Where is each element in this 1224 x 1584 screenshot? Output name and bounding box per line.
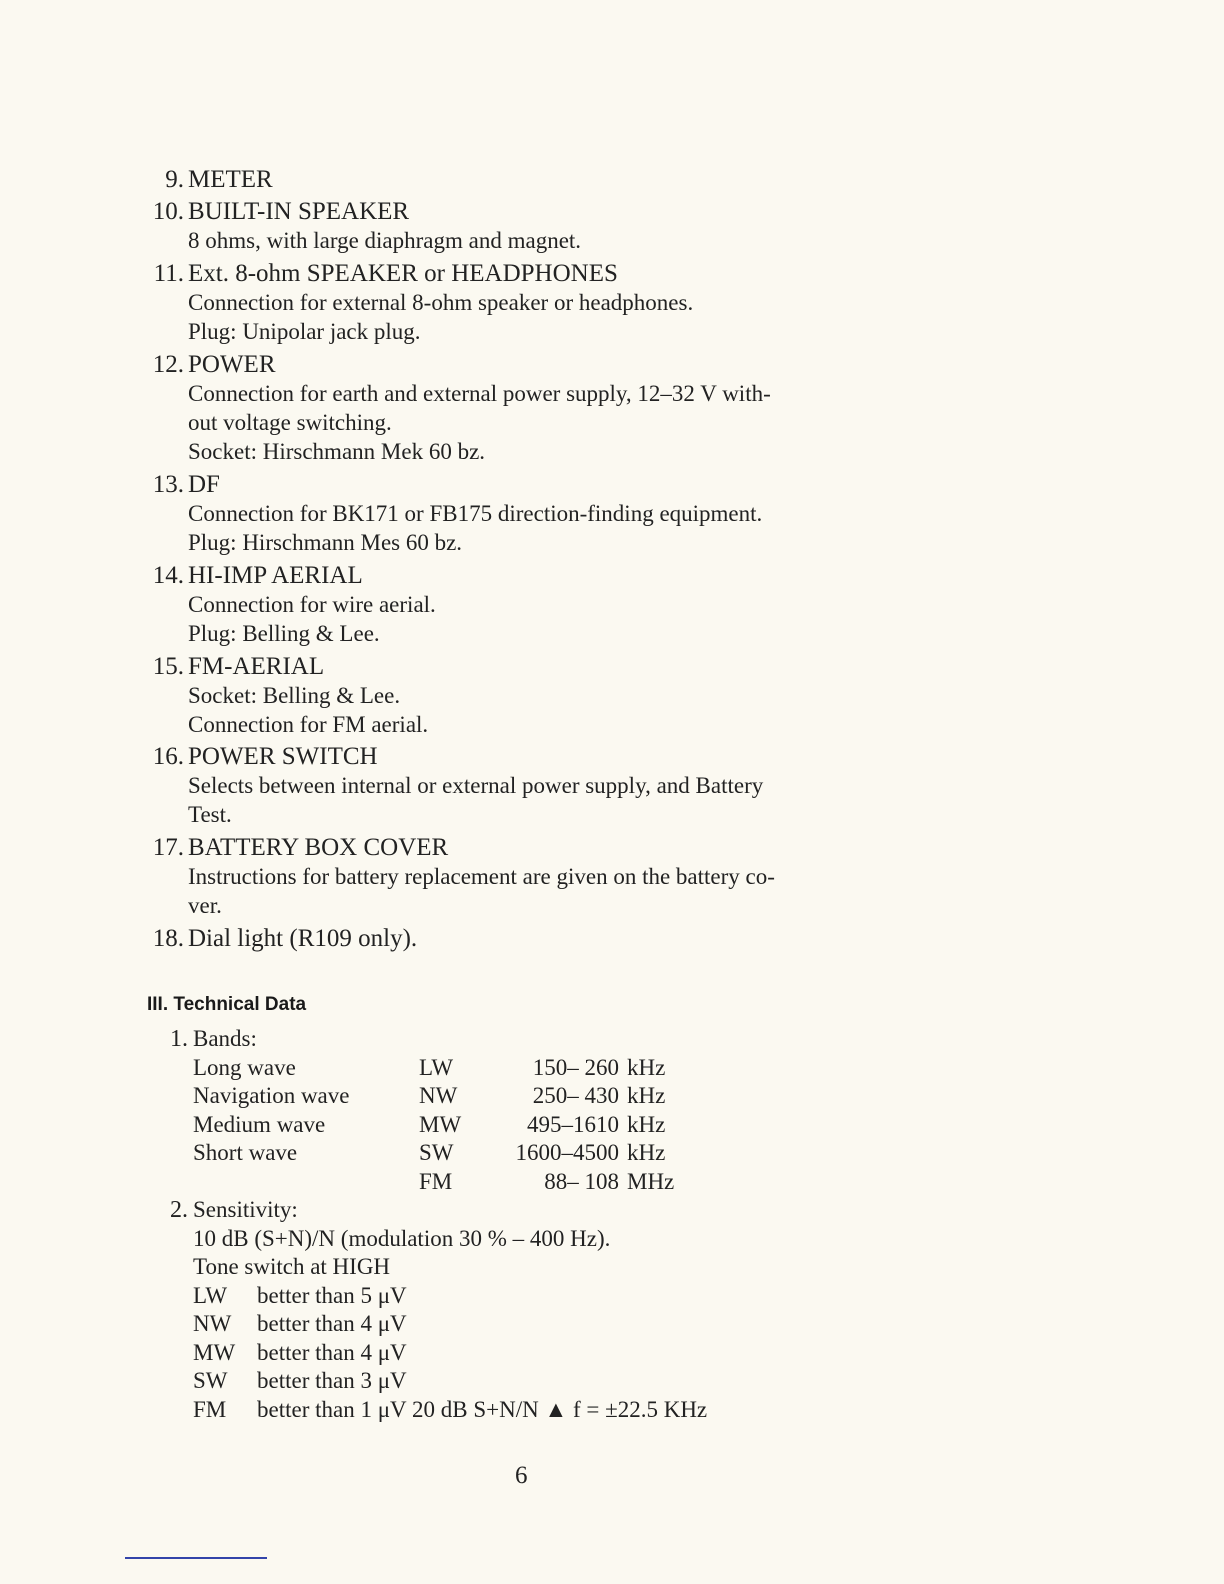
bands-body: [193, 1025, 674, 1196]
item-number: 15.: [152, 653, 184, 680]
sensitivity-body: [193, 1196, 707, 1424]
item-title: DF: [188, 471, 220, 498]
item-text-line: Selects between internal or external power supply, and Battery: [188, 773, 764, 798]
item-text-line: Plug: Belling & Lee.: [188, 621, 380, 646]
footer-rule: [125, 1557, 267, 1559]
item-body: [188, 924, 908, 953]
sensitivity-line: 10 dB (S+N)/N (modulation 30 % – 400 Hz).: [193, 1225, 611, 1251]
item-text-line: Plug: Unipolar jack plug.: [188, 319, 421, 344]
item-title: Ext. 8-ohm SPEAKER or HEADPHONES: [188, 260, 618, 287]
section-heading: III. Technical Data: [147, 994, 307, 1015]
table-row: [193, 1168, 674, 1197]
item-text-line: out voltage switching.: [188, 410, 392, 435]
band-name: Medium wave: [193, 1111, 326, 1137]
sensitivity-band: FM: [193, 1396, 227, 1422]
item-title: BUILT-IN SPEAKER: [188, 198, 410, 225]
band-unit: kHz: [627, 1083, 666, 1108]
item-text-line: Connection for wire aerial.: [188, 592, 436, 617]
band-abbr: LW: [419, 1054, 454, 1080]
item-number: 11.: [153, 260, 184, 287]
band-unit: kHz: [627, 1140, 666, 1165]
band-range: 1600–4500: [515, 1140, 619, 1165]
item-number: 17.: [152, 834, 184, 861]
item-number: 14.: [152, 562, 184, 589]
item-text-line: Plug: Hirschmann Mes 60 bz.: [188, 530, 463, 555]
sensitivity-value: better than 5 μV: [257, 1282, 407, 1308]
item-title: Dial light (R109 only).: [188, 925, 418, 952]
band-abbr: NW: [419, 1083, 458, 1108]
item-title: HI-IMP AERIAL: [188, 562, 363, 589]
sensitivity-row: [193, 1310, 707, 1339]
band-unit: kHz: [627, 1111, 666, 1137]
item-text-line: Instructions for battery replacement are given on the battery co-: [188, 864, 775, 889]
item-body: [188, 742, 908, 829]
page-number: 6: [515, 1462, 528, 1489]
band-range: 88– 108: [544, 1168, 619, 1194]
sensitivity-value: better than 1 μV 20 dB S+N/N ▲ f = ±22.5 KHz: [257, 1396, 708, 1422]
table-row: [193, 1082, 674, 1111]
band-abbr: FM: [419, 1168, 453, 1194]
band-name: Short wave: [193, 1140, 298, 1165]
sensitivity-band: SW: [193, 1368, 228, 1393]
band-range: 250– 430: [532, 1083, 619, 1108]
item-body: [188, 652, 908, 739]
sensitivity-row: [193, 1367, 707, 1396]
item-title: BATTERY BOX COVER: [188, 834, 449, 861]
sensitivity-value: better than 4 μV: [257, 1311, 407, 1336]
item-text-line: Connection for external 8-ohm speaker or headphones.: [188, 290, 694, 315]
item-number: 13.: [152, 471, 184, 498]
item-number: 9.: [165, 166, 184, 193]
item-text-line: Test.: [188, 802, 232, 827]
item-number: 18.: [152, 925, 184, 952]
sensitivity-value: better than 4 μV: [257, 1339, 407, 1365]
table-row: [193, 1054, 674, 1083]
item-text-line: Connection for BK171 or FB175 direction-finding equipment.: [188, 501, 763, 526]
sensitivity-label: Sensitivity:: [193, 1197, 298, 1222]
item-number: 10.: [152, 198, 184, 225]
sensitivity-line: Tone switch at HIGH: [193, 1254, 391, 1279]
band-name: Navigation wave: [193, 1083, 350, 1108]
item-title: POWER: [188, 351, 276, 378]
bands-table: [193, 1054, 674, 1197]
item-text-line: Socket: Belling & Lee.: [188, 683, 401, 708]
sensitivity-row: [193, 1282, 707, 1311]
sensitivity-band: MW: [193, 1339, 236, 1365]
sensitivity-band: LW: [193, 1282, 228, 1308]
item-title: FM-AERIAL: [188, 653, 325, 680]
band-range: 150– 260: [532, 1054, 619, 1080]
band-abbr: SW: [419, 1140, 454, 1165]
bands-label: Bands:: [193, 1026, 257, 1051]
item-title: POWER SWITCH: [188, 743, 378, 770]
item-text-line: ver.: [188, 893, 222, 918]
item-body: [188, 561, 908, 648]
item-body: [188, 833, 908, 920]
band-name: Long wave: [193, 1054, 296, 1080]
item-body: [188, 470, 908, 557]
item-text-line: Connection for earth and external power supply, 12–32 V with-: [188, 381, 771, 406]
item-number: 16.: [152, 743, 184, 770]
item-body: [188, 197, 908, 255]
item-number: 2.: [170, 1197, 188, 1223]
sensitivity-row: [193, 1339, 707, 1368]
item-body: [188, 165, 908, 194]
item-number: 1.: [170, 1026, 188, 1052]
item-body: [188, 259, 908, 346]
band-range: 495–1610: [527, 1111, 619, 1137]
band-unit: kHz: [627, 1054, 666, 1080]
table-row: [193, 1111, 674, 1140]
item-body: [188, 350, 908, 466]
sensitivity-rows: [193, 1282, 707, 1425]
sensitivity-value: better than 3 μV: [257, 1368, 407, 1393]
band-name: [193, 1168, 419, 1197]
item-text-line: Socket: Hirschmann Mek 60 bz.: [188, 439, 486, 464]
band-abbr: MW: [419, 1111, 462, 1137]
item-number: 12.: [152, 351, 184, 378]
sensitivity-row: [193, 1396, 707, 1425]
table-row: [193, 1139, 674, 1168]
item-text-line: 8 ohms, with large diaphragm and magnet.: [188, 228, 582, 253]
band-unit: MHz: [627, 1168, 675, 1194]
item-title: METER: [188, 166, 273, 193]
item-text-line: Connection for FM aerial.: [188, 712, 429, 737]
sensitivity-band: NW: [193, 1311, 232, 1336]
